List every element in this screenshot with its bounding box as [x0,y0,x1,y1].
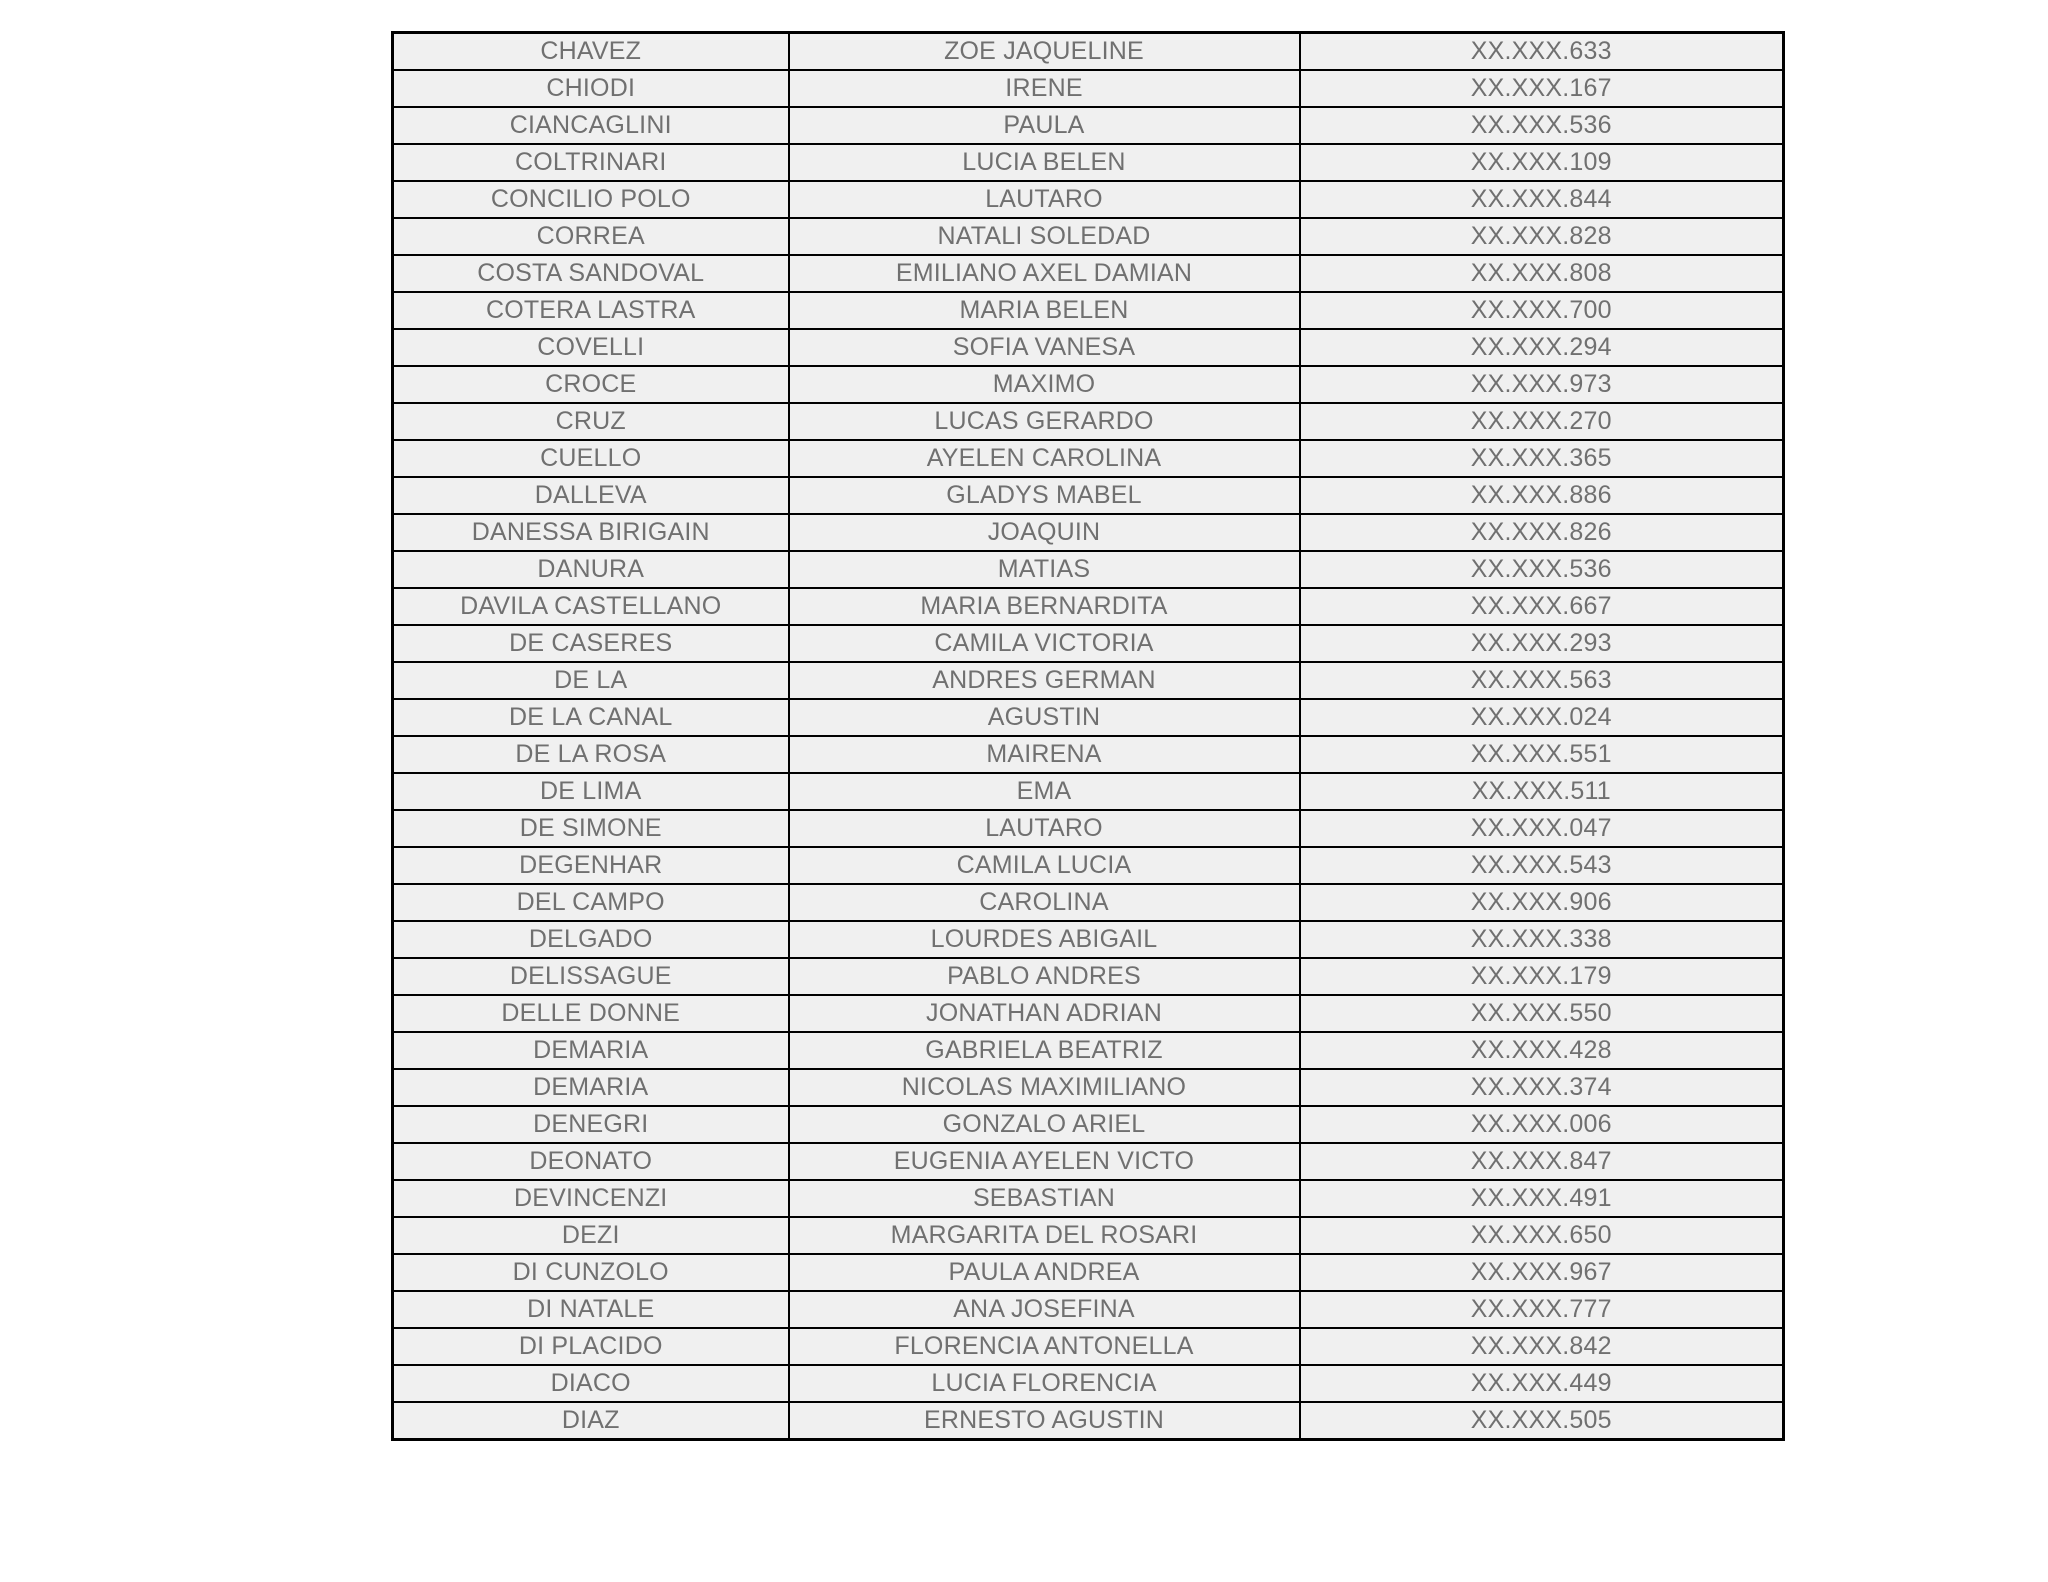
surname-cell: DEGENHAR [393,847,789,884]
table-row [393,958,1784,995]
surname-cell: DEL CAMPO [393,884,789,921]
document-number-cell: XX.XXX.700 [1300,292,1784,329]
given-names-cell: EMA [789,773,1300,810]
given-names-cell: ANDRES GERMAN [789,662,1300,699]
table-row [393,588,1784,625]
table-row [393,884,1784,921]
surname-cell: DEONATO [393,1143,789,1180]
document-number-cell: XX.XXX.179 [1300,958,1784,995]
given-names-cell: LAUTARO [789,810,1300,847]
table-row [393,995,1784,1032]
table-row [393,773,1784,810]
surname-cell: CHAVEZ [393,33,789,71]
document-number-cell: XX.XXX.828 [1300,218,1784,255]
surname-cell: DAVILA CASTELLANO [393,588,789,625]
document-number-cell: XX.XXX.294 [1300,329,1784,366]
given-names-cell: EUGENIA AYELEN VICTO [789,1143,1300,1180]
table-row [393,625,1784,662]
given-names-cell: PAULA ANDREA [789,1254,1300,1291]
table-row [393,1328,1784,1365]
given-names-cell: EMILIANO AXEL DAMIAN [789,255,1300,292]
document-number-cell: XX.XXX.563 [1300,662,1784,699]
given-names-cell: GABRIELA BEATRIZ [789,1032,1300,1069]
document-number-cell: XX.XXX.808 [1300,255,1784,292]
table-row [393,218,1784,255]
given-names-cell: MAIRENA [789,736,1300,773]
document-number-cell: XX.XXX.109 [1300,144,1784,181]
document-number-cell: XX.XXX.006 [1300,1106,1784,1143]
document-number-cell: XX.XXX.536 [1300,551,1784,588]
table-row [393,1143,1784,1180]
table-row [393,1217,1784,1254]
surname-cell: DELLE DONNE [393,995,789,1032]
table-row [393,1365,1784,1402]
given-names-cell: CAMILA LUCIA [789,847,1300,884]
document-number-cell: XX.XXX.967 [1300,1254,1784,1291]
table-row [393,810,1784,847]
surname-cell: DE LA ROSA [393,736,789,773]
given-names-cell: AGUSTIN [789,699,1300,736]
document-number-cell: XX.XXX.536 [1300,107,1784,144]
given-names-cell: ZOE JAQUELINE [789,33,1300,71]
surname-cell: DE LA CANAL [393,699,789,736]
surname-cell: DENEGRI [393,1106,789,1143]
surname-cell: COSTA SANDOVAL [393,255,789,292]
table-row [393,699,1784,736]
given-names-cell: IRENE [789,70,1300,107]
surname-cell: DE CASERES [393,625,789,662]
table-row [393,33,1784,71]
document-number-cell: XX.XXX.826 [1300,514,1784,551]
document-number-cell: XX.XXX.650 [1300,1217,1784,1254]
given-names-cell: MARIA BERNARDITA [789,588,1300,625]
given-names-cell: MARIA BELEN [789,292,1300,329]
roster-table [391,31,1785,1441]
given-names-cell: SEBASTIAN [789,1180,1300,1217]
surname-cell: DALLEVA [393,477,789,514]
given-names-cell: MATIAS [789,551,1300,588]
document-number-cell: XX.XXX.505 [1300,1402,1784,1440]
given-names-cell: PAULA [789,107,1300,144]
document-number-cell: XX.XXX.365 [1300,440,1784,477]
document-number-cell: XX.XXX.293 [1300,625,1784,662]
given-names-cell: ERNESTO AGUSTIN [789,1402,1300,1440]
surname-cell: DIAZ [393,1402,789,1440]
document-number-cell: XX.XXX.973 [1300,366,1784,403]
surname-cell: DEMARIA [393,1032,789,1069]
surname-cell: DANESSA BIRIGAIN [393,514,789,551]
table-row [393,1254,1784,1291]
document-number-cell: XX.XXX.491 [1300,1180,1784,1217]
table-row [393,847,1784,884]
document-number-cell: XX.XXX.167 [1300,70,1784,107]
given-names-cell: NICOLAS MAXIMILIANO [789,1069,1300,1106]
surname-cell: DI PLACIDO [393,1328,789,1365]
surname-cell: DE LA [393,662,789,699]
document-number-cell: XX.XXX.777 [1300,1291,1784,1328]
given-names-cell: CAMILA VICTORIA [789,625,1300,662]
table-row [393,107,1784,144]
document-number-cell: XX.XXX.844 [1300,181,1784,218]
table-row [393,1032,1784,1069]
table-row [393,551,1784,588]
surname-cell: DEMARIA [393,1069,789,1106]
document-number-cell: XX.XXX.511 [1300,773,1784,810]
document-number-cell: XX.XXX.338 [1300,921,1784,958]
surname-cell: DELISSAGUE [393,958,789,995]
table-row [393,1106,1784,1143]
given-names-cell: LAUTARO [789,181,1300,218]
surname-cell: COTERA LASTRA [393,292,789,329]
document-number-cell: XX.XXX.906 [1300,884,1784,921]
given-names-cell: AYELEN CAROLINA [789,440,1300,477]
given-names-cell: SOFIA VANESA [789,329,1300,366]
document-number-cell: XX.XXX.551 [1300,736,1784,773]
roster-table-body [393,33,1784,1440]
surname-cell: CHIODI [393,70,789,107]
given-names-cell: ANA JOSEFINA [789,1291,1300,1328]
document-number-cell: XX.XXX.047 [1300,810,1784,847]
given-names-cell: NATALI SOLEDAD [789,218,1300,255]
surname-cell: DANURA [393,551,789,588]
table-row [393,1069,1784,1106]
document-number-cell: XX.XXX.842 [1300,1328,1784,1365]
document-number-cell: XX.XXX.449 [1300,1365,1784,1402]
surname-cell: CROCE [393,366,789,403]
given-names-cell: LOURDES ABIGAIL [789,921,1300,958]
given-names-cell: MAXIMO [789,366,1300,403]
document-number-cell: XX.XXX.633 [1300,33,1784,71]
table-row [393,70,1784,107]
surname-cell: COVELLI [393,329,789,366]
given-names-cell: LUCIA BELEN [789,144,1300,181]
surname-cell: DE SIMONE [393,810,789,847]
table-row [393,181,1784,218]
table-row [393,255,1784,292]
surname-cell: DELGADO [393,921,789,958]
document-number-cell: XX.XXX.667 [1300,588,1784,625]
surname-cell: DEZI [393,1217,789,1254]
document-number-cell: XX.XXX.428 [1300,1032,1784,1069]
table-row [393,662,1784,699]
given-names-cell: LUCIA FLORENCIA [789,1365,1300,1402]
surname-cell: DI NATALE [393,1291,789,1328]
surname-cell: DIACO [393,1365,789,1402]
table-row [393,144,1784,181]
given-names-cell: GLADYS MABEL [789,477,1300,514]
surname-cell: CIANCAGLINI [393,107,789,144]
table-row [393,292,1784,329]
surname-cell: DI CUNZOLO [393,1254,789,1291]
table-row [393,1402,1784,1440]
surname-cell: CONCILIO POLO [393,181,789,218]
surname-cell: CORREA [393,218,789,255]
table-row [393,366,1784,403]
table-row [393,1291,1784,1328]
table-row [393,736,1784,773]
surname-cell: DE LIMA [393,773,789,810]
surname-cell: COLTRINARI [393,144,789,181]
given-names-cell: JOAQUIN [789,514,1300,551]
document-number-cell: XX.XXX.550 [1300,995,1784,1032]
surname-cell: CUELLO [393,440,789,477]
given-names-cell: MARGARITA DEL ROSARI [789,1217,1300,1254]
table-row [393,1180,1784,1217]
table-row [393,440,1784,477]
document-number-cell: XX.XXX.374 [1300,1069,1784,1106]
table-row [393,477,1784,514]
table-row [393,403,1784,440]
given-names-cell: GONZALO ARIEL [789,1106,1300,1143]
given-names-cell: CAROLINA [789,884,1300,921]
given-names-cell: FLORENCIA ANTONELLA [789,1328,1300,1365]
document-number-cell: XX.XXX.886 [1300,477,1784,514]
document-number-cell: XX.XXX.543 [1300,847,1784,884]
surname-cell: CRUZ [393,403,789,440]
surname-cell: DEVINCENZI [393,1180,789,1217]
document-number-cell: XX.XXX.270 [1300,403,1784,440]
document-number-cell: XX.XXX.847 [1300,1143,1784,1180]
table-row [393,329,1784,366]
table-row [393,514,1784,551]
document-number-cell: XX.XXX.024 [1300,699,1784,736]
given-names-cell: LUCAS GERARDO [789,403,1300,440]
given-names-cell: PABLO ANDRES [789,958,1300,995]
table-row [393,921,1784,958]
given-names-cell: JONATHAN ADRIAN [789,995,1300,1032]
